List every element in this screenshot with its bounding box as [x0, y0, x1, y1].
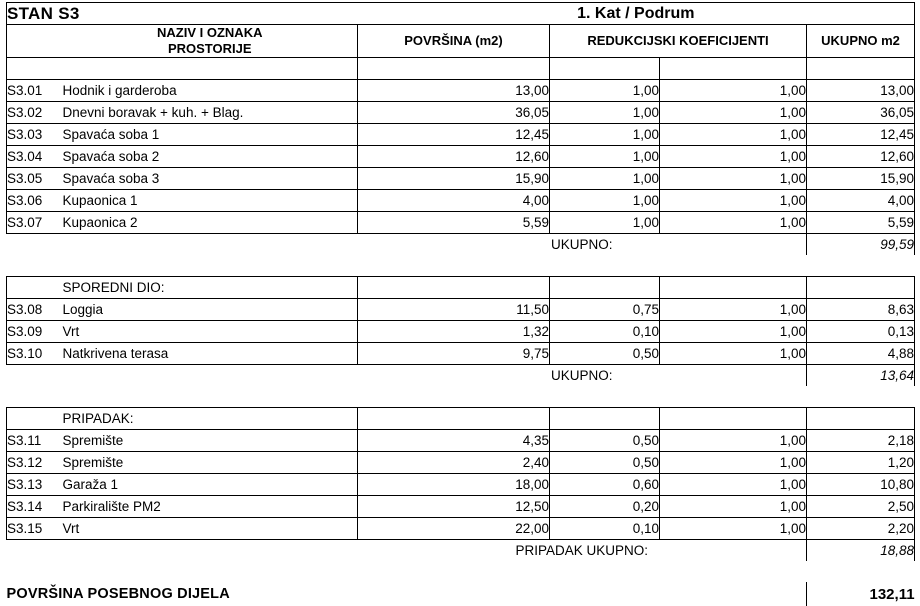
- row-k1: 0,10: [550, 518, 660, 540]
- row-k2: 1,00: [660, 102, 807, 124]
- row-k2: 1,00: [660, 190, 807, 212]
- row-code: S3.02: [7, 102, 63, 124]
- row-name: Vrt: [63, 321, 358, 343]
- row-area: 13,00: [358, 80, 550, 102]
- sum-label: PRIPADAK UKUPNO:: [358, 540, 807, 562]
- sum-label: UKUPNO:: [358, 234, 807, 256]
- section-sum-row: [7, 365, 915, 387]
- table-row: [7, 124, 915, 146]
- table-row: [7, 146, 915, 168]
- spacer-cell: [7, 386, 63, 408]
- row-k1: 1,00: [550, 146, 660, 168]
- section-empty-cell: [358, 277, 550, 299]
- row-name: Vrt: [63, 518, 358, 540]
- row-k2: 1,00: [660, 299, 807, 321]
- header-name-line1: NAZIV I OZNAKA: [157, 25, 263, 40]
- row-area: 12,60: [358, 146, 550, 168]
- row-area: 5,59: [358, 212, 550, 234]
- row-area: 9,75: [358, 343, 550, 365]
- table-row: [7, 190, 915, 212]
- row-k2: 1,00: [660, 80, 807, 102]
- section-label-row: [7, 408, 915, 430]
- row-k1: 0,50: [550, 343, 660, 365]
- spacer-cell: [660, 386, 807, 408]
- row-code: S3.14: [7, 496, 63, 518]
- row-k1: 1,00: [550, 102, 660, 124]
- table-row: [7, 430, 915, 452]
- title-row: [7, 3, 915, 25]
- row-area: 11,50: [358, 299, 550, 321]
- spacer-cell: [358, 386, 550, 408]
- header-area: POVRŠINA (m2): [358, 25, 550, 58]
- spacer-cell: [7, 58, 63, 80]
- sum-empty-cell: [63, 234, 358, 256]
- table-header-row: [7, 25, 915, 58]
- row-area: 22,00: [358, 518, 550, 540]
- area-calculation-table: [6, 2, 915, 606]
- table-row: [7, 102, 915, 124]
- row-area: 12,45: [358, 124, 550, 146]
- row-k2: 1,00: [660, 474, 807, 496]
- row-name: Loggia: [63, 299, 358, 321]
- row-total: 10,80: [807, 474, 915, 496]
- header-code: [7, 25, 63, 58]
- spacer-cell: [807, 255, 915, 277]
- row-total: 4,00: [807, 190, 915, 212]
- row-k1: 0,50: [550, 430, 660, 452]
- sum-value: 99,59: [807, 234, 915, 256]
- spacer-cell: [358, 255, 550, 277]
- table-row: [7, 168, 915, 190]
- row-area: 1,32: [358, 321, 550, 343]
- document-subtitle: 1. Kat / Podrum: [358, 3, 915, 25]
- row-code: S3.04: [7, 146, 63, 168]
- row-k1: 0,10: [550, 321, 660, 343]
- section-code-cell: [7, 277, 63, 299]
- spacer-cell: [807, 58, 915, 80]
- sum-empty-cell: [7, 365, 63, 387]
- row-k2: 1,00: [660, 430, 807, 452]
- row-code: S3.03: [7, 124, 63, 146]
- spacer-cell: [660, 255, 807, 277]
- row-code: S3.15: [7, 518, 63, 540]
- section-code-cell: [7, 408, 63, 430]
- section-sum-row: [7, 234, 915, 256]
- row-name: Kupaonica 1: [63, 190, 358, 212]
- row-k1: 1,00: [550, 168, 660, 190]
- final-total-label: POVRŠINA POSEBNOG DIJELA: [6, 586, 230, 602]
- sum-value: 13,64: [807, 365, 915, 387]
- row-code: S3.06: [7, 190, 63, 212]
- row-name: Kupaonica 2: [63, 212, 358, 234]
- row-k1: 1,00: [550, 80, 660, 102]
- row-code: S3.09: [7, 321, 63, 343]
- spacer-cell: [550, 386, 660, 408]
- table-row: [7, 80, 915, 102]
- final-empty-cell: [660, 582, 807, 606]
- row-k1: 0,75: [550, 299, 660, 321]
- row-total: 36,05: [807, 102, 915, 124]
- sum-empty-cell: [63, 540, 358, 562]
- spacer-cell: [660, 58, 807, 80]
- row-k1: 0,20: [550, 496, 660, 518]
- row-name: Spavaća soba 1: [63, 124, 358, 146]
- row-total: 12,60: [807, 146, 915, 168]
- row-code: S3.13: [7, 474, 63, 496]
- table-row: [7, 212, 915, 234]
- section-label-row: [7, 277, 915, 299]
- sum-label: UKUPNO:: [358, 365, 807, 387]
- row-name: Natkrivena terasa: [63, 343, 358, 365]
- table-row: [7, 474, 915, 496]
- row-k1: 1,00: [550, 190, 660, 212]
- table-row: [7, 299, 915, 321]
- final-empty-cell: [550, 582, 660, 606]
- row-k2: 1,00: [660, 168, 807, 190]
- row-area: 4,00: [358, 190, 550, 212]
- row-k2: 1,00: [660, 518, 807, 540]
- row-name: Hodnik i garderoba: [63, 80, 358, 102]
- table-row: [7, 518, 915, 540]
- section-sum-row: [7, 540, 915, 562]
- row-area: 2,40: [358, 452, 550, 474]
- spacer-cell: [807, 386, 915, 408]
- table-row: [7, 496, 915, 518]
- row-total: 1,20: [807, 452, 915, 474]
- spacer-cell: [7, 255, 63, 277]
- row-total: 4,88: [807, 343, 915, 365]
- row-k2: 1,00: [660, 452, 807, 474]
- row-k1: 0,60: [550, 474, 660, 496]
- section-empty-cell: [660, 408, 807, 430]
- sum-empty-cell: [7, 540, 63, 562]
- section-label: PRIPADAK:: [63, 408, 358, 430]
- row-k1: 0,50: [550, 452, 660, 474]
- row-code: S3.12: [7, 452, 63, 474]
- table-row: [7, 321, 915, 343]
- row-total: 15,90: [807, 168, 915, 190]
- row-name: Spremište: [63, 452, 358, 474]
- row-name: Spavaća soba 2: [63, 146, 358, 168]
- table-row: [7, 452, 915, 474]
- spacer-row: [7, 386, 915, 408]
- header-total: UKUPNO m2: [807, 25, 915, 58]
- row-name: Parkiralište PM2: [63, 496, 358, 518]
- spacer-cell: [358, 58, 550, 80]
- row-k2: 1,00: [660, 496, 807, 518]
- row-code: S3.05: [7, 168, 63, 190]
- section-empty-cell: [807, 277, 915, 299]
- section-empty-cell: [358, 408, 550, 430]
- row-k2: 1,00: [660, 124, 807, 146]
- row-total: 13,00: [807, 80, 915, 102]
- section-empty-cell: [660, 277, 807, 299]
- sum-empty-cell: [7, 234, 63, 256]
- row-total: 0,13: [807, 321, 915, 343]
- row-total: 8,63: [807, 299, 915, 321]
- spacer-row: [7, 255, 915, 277]
- section-empty-cell: [807, 408, 915, 430]
- row-total: 2,50: [807, 496, 915, 518]
- row-k1: 1,00: [550, 212, 660, 234]
- row-area: 12,50: [358, 496, 550, 518]
- row-name: Garaža 1: [63, 474, 358, 496]
- spacer-cell: [550, 58, 660, 80]
- spacer-cell: [63, 58, 358, 80]
- spacer-cell: [63, 386, 358, 408]
- row-code: S3.10: [7, 343, 63, 365]
- row-area: 15,90: [358, 168, 550, 190]
- final-total-value: 132,11: [807, 582, 915, 606]
- sum-empty-cell: [63, 365, 358, 387]
- row-k2: 1,00: [660, 343, 807, 365]
- sum-value: 18,88: [807, 540, 915, 562]
- document-title: STAN S3: [7, 3, 358, 25]
- spacer-cell: [550, 255, 660, 277]
- row-code: S3.07: [7, 212, 63, 234]
- header-reduction: REDUKCIJSKI KOEFICIJENTI: [550, 25, 807, 58]
- row-total: 2,20: [807, 518, 915, 540]
- row-k2: 1,00: [660, 321, 807, 343]
- row-total: 2,18: [807, 430, 915, 452]
- row-area: 4,35: [358, 430, 550, 452]
- document-sheet: [0, 2, 920, 603]
- section-label: SPOREDNI DIO:: [63, 277, 358, 299]
- row-k2: 1,00: [660, 146, 807, 168]
- spacer-row: [7, 58, 915, 80]
- row-total: 12,45: [807, 124, 915, 146]
- table-row: [7, 343, 915, 365]
- spacer-cell: [63, 255, 358, 277]
- row-name: Spremište: [63, 430, 358, 452]
- final-total-row: [7, 582, 915, 606]
- row-name: Dnevni boravak + kuh. + Blag.: [63, 102, 358, 124]
- row-total: 5,59: [807, 212, 915, 234]
- row-code: S3.01: [7, 80, 63, 102]
- section-empty-cell: [550, 277, 660, 299]
- header-name-line2: PROSTORIJE: [167, 41, 252, 56]
- row-k1: 1,00: [550, 124, 660, 146]
- header-name: [63, 25, 358, 58]
- row-code: S3.08: [7, 299, 63, 321]
- row-code: S3.11: [7, 430, 63, 452]
- row-name: Spavaća soba 3: [63, 168, 358, 190]
- row-area: 36,05: [358, 102, 550, 124]
- section-empty-cell: [550, 408, 660, 430]
- row-area: 18,00: [358, 474, 550, 496]
- row-k2: 1,00: [660, 212, 807, 234]
